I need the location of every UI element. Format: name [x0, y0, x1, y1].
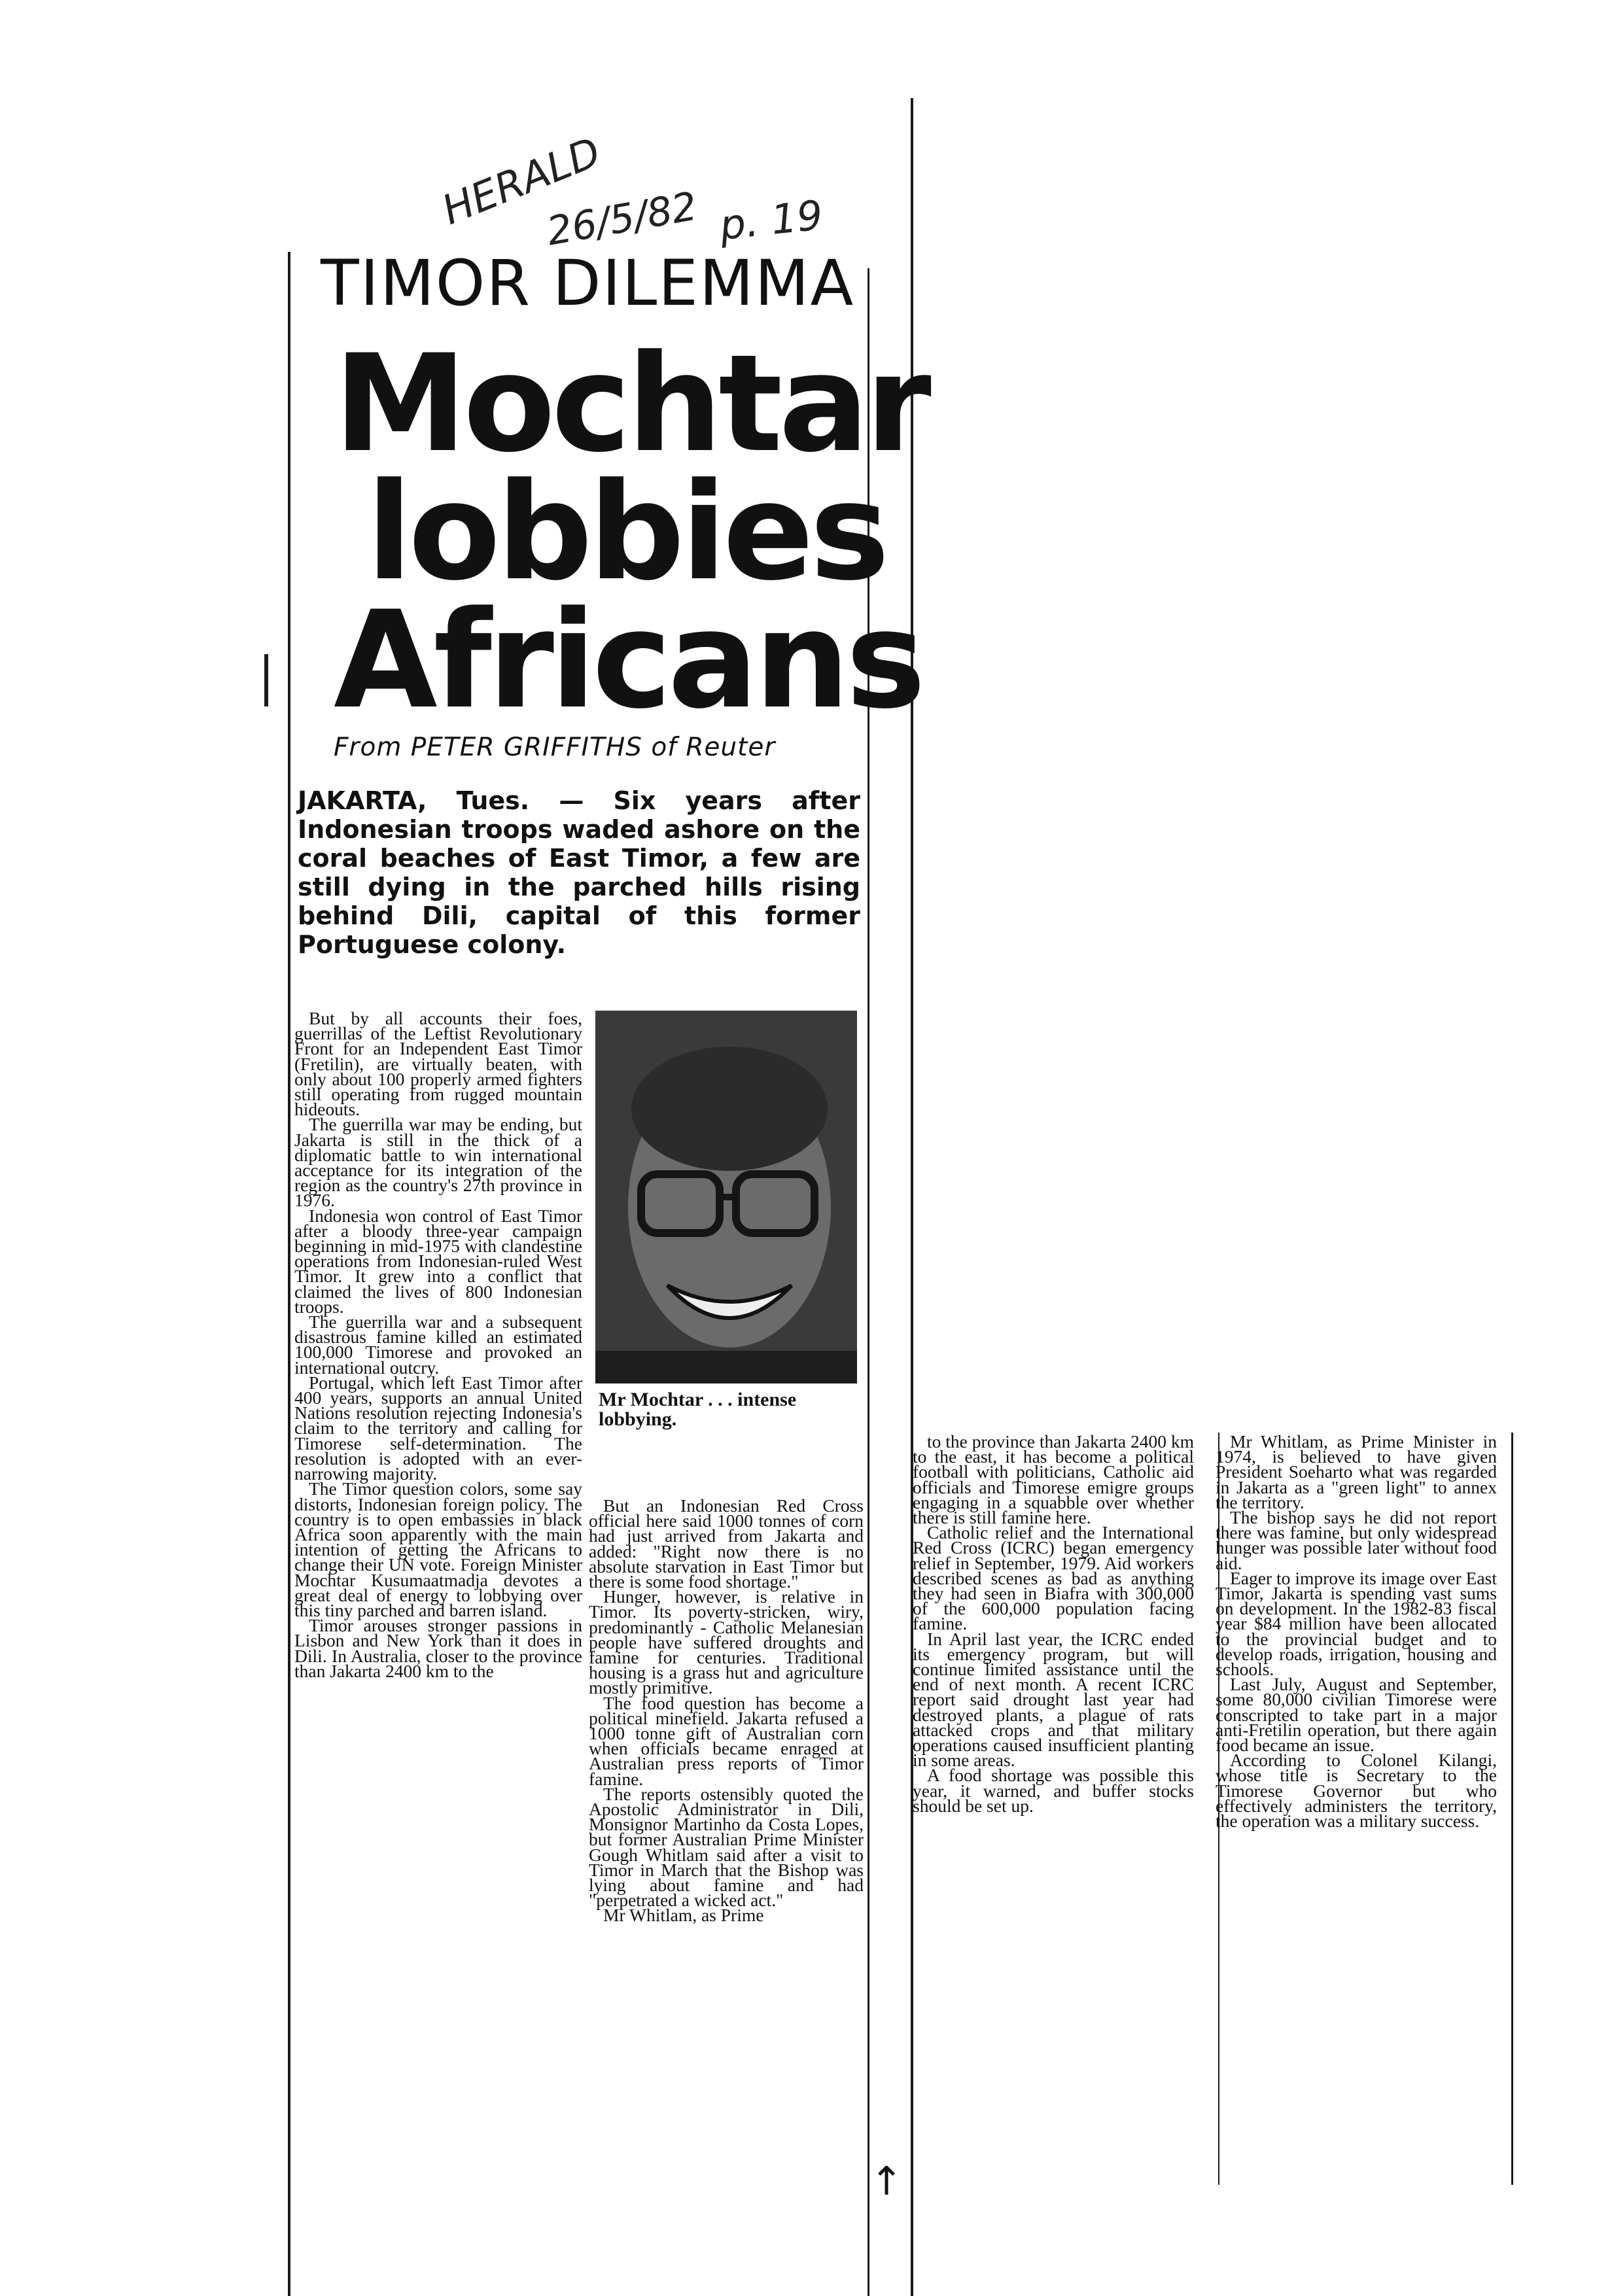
- clipping-left-border: [288, 252, 290, 2296]
- col3-paragraph: In April last year, the ICRC ended its emergency program, but will continue limited assistance until the end of next month. A recent ICRC report said drought last year had destroyed plants, a plague of rats attacked crops and that military operations caused insufficient planting in some areas.: [913, 1628, 1194, 1771]
- headline-line-1: Mochtar: [334, 326, 928, 482]
- col2-paragraph: But an Indonesian Red Cross official here said 1000 tonnes of corn had just arrived from Jakarta and added: "Right now there is no absolute starvation in East Timor but there is some food shortage.": [589, 1495, 864, 1592]
- col2-paragraph: Mr Whitlam, as Prime: [603, 1905, 764, 1926]
- portrait-image: [595, 1011, 857, 1383]
- col1-paragraph: The guerrilla war and a subsequent disastrous famine killed an estimated 100,000 Timorese and provoked an international outcry.: [294, 1312, 582, 1378]
- byline: From PETER GRIFFITHS of Reuter: [334, 733, 776, 762]
- col3-paragraph: to the province than Jakarta 2400 km to the east, it has become a political football with politicians, Catholic aid officials and Timorese emigre groups engaging in a squabble over whether there is still famine here.: [913, 1431, 1194, 1528]
- col1-paragraph: Portugal, which left East Timor after 400 years, supports an annual United Nations resolution rejecting Indonesia's claim to the territory and calling for Timorese self-determination. The resolution is adopted with an ever-narrowing majority.: [294, 1372, 582, 1484]
- col1-paragraph: The Timor question colors, some say distorts, Indonesian foreign policy. The country is to open embassies in black Africa soon apparently with the main intention of getting the Africans to change their UN vote. Foreign Minister Mochtar Kusumaatmadja devotes a great deal of energy to lobbying over this tiny parched and barren island.: [294, 1478, 582, 1620]
- col2-paragraph: The reports ostensibly quoted the Apostolic Administrator in Dili, Monsignor Martinho da Costa Lopes, but former Australian Prime Minister Gough Whitlam said after a visit to Timor in March that the Bishop was lying about famine and had "perpetrated a wicked act.": [589, 1783, 864, 1911]
- col4-right-border: [1511, 1433, 1513, 2185]
- col4-paragraph: The bishop says he did not report there was famine, but only widespread hunger was possible later without food aid.: [1216, 1507, 1497, 1573]
- col4-paragraph: Mr Whitlam, as Prime Minister in 1974, is believed to have given President Soeharto what was regarded in Jakarta as a "green light" to annex the territory.: [1216, 1431, 1497, 1512]
- col3-paragraph: A food shortage was possible this year, it warned, and buffer stocks should be set up.: [913, 1765, 1194, 1816]
- kicker-heading: TIMOR DILEMMA: [321, 247, 855, 320]
- col4-paragraph: According to Colonel Kilangi, whose title is Secretary to the Timorese Governor but who effectively administers the territory, the operation was a military success.: [1216, 1750, 1497, 1832]
- portrait-photo: [595, 1011, 857, 1383]
- col2-paragraph: Hunger, however, is relative in Timor. Its poverty-stricken, wiry, predominantly - Catholic Melanesian people have suffered droughts and famine for centuries. Traditional housing is a grass hut and agriculture mostly primitive.: [589, 1586, 864, 1698]
- handwritten-date: 26/5/82: [543, 183, 701, 255]
- photo-caption: Mr Mochtar . . . intense lobbying.: [599, 1389, 797, 1430]
- scan-mark-left: [264, 654, 268, 706]
- article-column-2: [589, 1495, 864, 1926]
- handwritten-page: p. 19: [717, 190, 826, 250]
- col1-paragraph: But by all accounts their foes, guerrillas of the Leftist Revolutionary Front for an Independent East Timor (Fretilin), are virtually beaten, with only about 100 properly armed fighters still operating from rugged mountain hideouts.: [294, 1008, 582, 1120]
- intro-paragraph: JAKARTA, Tues. — Six years after Indonesian troops waded ashore on the coral beaches of East Timor, a few are still dying in the parched hills rising behind Dili, capital of this former Portuguese colony.: [298, 786, 860, 959]
- article-column-3: [913, 1431, 1194, 1816]
- col1-paragraph: Indonesia won control of East Timor after a bloody three-year campaign beginning in mid-1975 with clandestine operations from Indonesian-ruled West Timor. It grew into a conflict that claimed the lives of 800 Indonesian troops.: [294, 1205, 582, 1317]
- col1-paragraph: The guerrilla war may be ending, but Jakarta is still in the thick of a diplomatic battle to win international acceptance for its integration of the region as the country's 27th province in 1976.: [294, 1114, 582, 1211]
- article-column-4: [1216, 1431, 1497, 1832]
- col4-paragraph: Last July, August and September, some 80,000 civilian Timorese were conscripted to take part in a major anti-Fretilin operation, but there again food became an issue.: [1216, 1674, 1497, 1756]
- headline-line-3: Africans: [334, 583, 922, 739]
- headline-line-2: lobbies: [366, 455, 886, 610]
- col2-paragraph: The food question has become a political minefield. Jakarta refused a 1000 tonne gift of Australian corn when officials became enraged at Australian press reports of Timor famine.: [589, 1692, 864, 1789]
- col3-paragraph: Catholic relief and the International Red Cross (ICRC) began emergency relief in September, 1979. Aid workers described scenes as bad as anything they had seen in Biafra with 300,000 of the 600,000 population facing famine.: [913, 1522, 1194, 1634]
- scan-arrow-mark: ↑: [870, 2159, 903, 2204]
- article-column-1: [294, 1008, 582, 1681]
- col1-paragraph: Timor arouses stronger passions in Lisbon and New York than it does in Dili. In Australia, closer to the province than Jakarta 2400 km to the: [294, 1615, 582, 1681]
- handwritten-source: HERALD: [435, 128, 608, 234]
- col4-paragraph: Eager to improve its image over East Timor, Jakarta is spending vast sums on development. In the 1982-83 fiscal year $84 million have been allocated to the provincial budget and to develop roads, irrigation, housing and schools.: [1216, 1567, 1497, 1680]
